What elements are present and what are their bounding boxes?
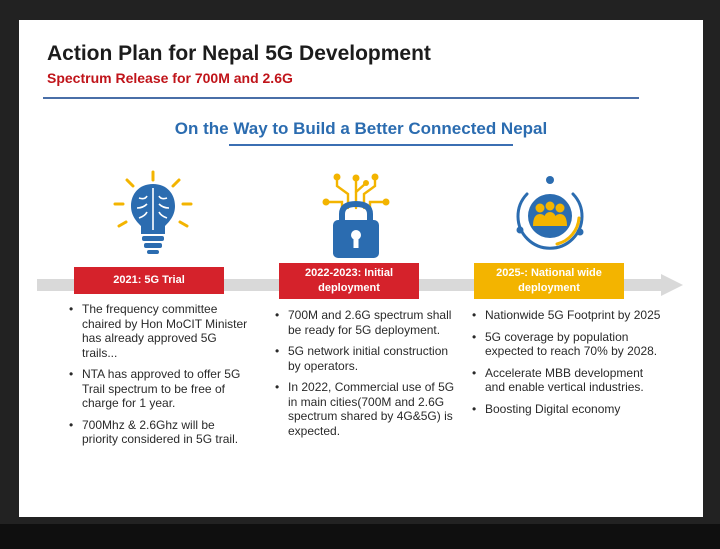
list-item <box>69 418 254 447</box>
bullet-marker: • <box>275 380 280 394</box>
stage-2-bullets <box>275 308 455 445</box>
brain-bulb-icon <box>111 168 195 260</box>
slide-title: Action Plan for Nepal 5G Development <box>47 42 431 65</box>
bullet-text: 700Mhz & 2.6Ghz will be priority considered in 5G trail. <box>82 417 239 446</box>
bullet-text: In 2022, Commercial use of 5G in main cities(700M and 2.6G spectrum shared by 4G&5G) is expected. <box>288 380 455 438</box>
stage-3-bullets <box>472 308 662 423</box>
bullet-text: 5G coverage by population expected to reach 70% by 2028. <box>485 329 658 358</box>
bullet-marker: • <box>275 344 280 358</box>
list-item <box>472 366 662 395</box>
bullet-text: Boosting Digital economy <box>485 401 621 416</box>
list-item <box>275 380 455 438</box>
bullet-marker: • <box>472 308 477 322</box>
bullet-marker: • <box>69 367 74 381</box>
lock-circuit-icon <box>317 172 395 262</box>
slide-tagline: On the Way to Build a Better Connected Nepal <box>174 119 548 138</box>
people-ring-icon <box>507 174 593 258</box>
bullet-marker: • <box>275 308 280 322</box>
bottom-bezel <box>0 524 720 549</box>
list-item <box>472 308 662 323</box>
bullet-marker: • <box>472 329 477 344</box>
bullet-text: Accelerate MBB development and enable vertical industries. <box>485 365 644 394</box>
list-item <box>69 302 254 360</box>
bullet-text: 5G network initial construction by operators. <box>288 344 449 373</box>
stage-label-2021: 2021: 5G Trial <box>74 267 224 294</box>
list-item <box>472 330 662 359</box>
bullet-text: NTA has approved to offer 5G Trail spectrum to be free of charge for 1 year. <box>82 367 241 410</box>
title-divider <box>43 97 639 99</box>
stage-1-bullets <box>69 302 254 454</box>
slide <box>19 20 703 517</box>
stage-label-2025: 2025-: National wide deployment <box>474 263 624 299</box>
list-item <box>275 344 455 373</box>
slide-subtitle: Spectrum Release for 700M and 2.6G <box>47 70 293 86</box>
bullet-marker: • <box>69 302 74 316</box>
bullet-marker: • <box>69 417 74 432</box>
list-item <box>472 402 662 417</box>
stage-label-2022-2023: 2022-2023: Initial deployment <box>279 263 419 299</box>
list-item <box>69 367 254 411</box>
bullet-text: 700M and 2.6G spectrum shall be ready for 5G deployment. <box>288 308 452 337</box>
list-item <box>275 308 455 337</box>
bullet-text: Nationwide 5G Footprint by 2025 <box>485 308 661 322</box>
bullet-marker: • <box>472 401 477 416</box>
bullet-text: The frequency committee chaired by Hon MoCIT Minister has already approved 5G trails... <box>82 302 248 360</box>
tagline-underline <box>229 144 513 146</box>
bullet-marker: • <box>472 365 477 380</box>
